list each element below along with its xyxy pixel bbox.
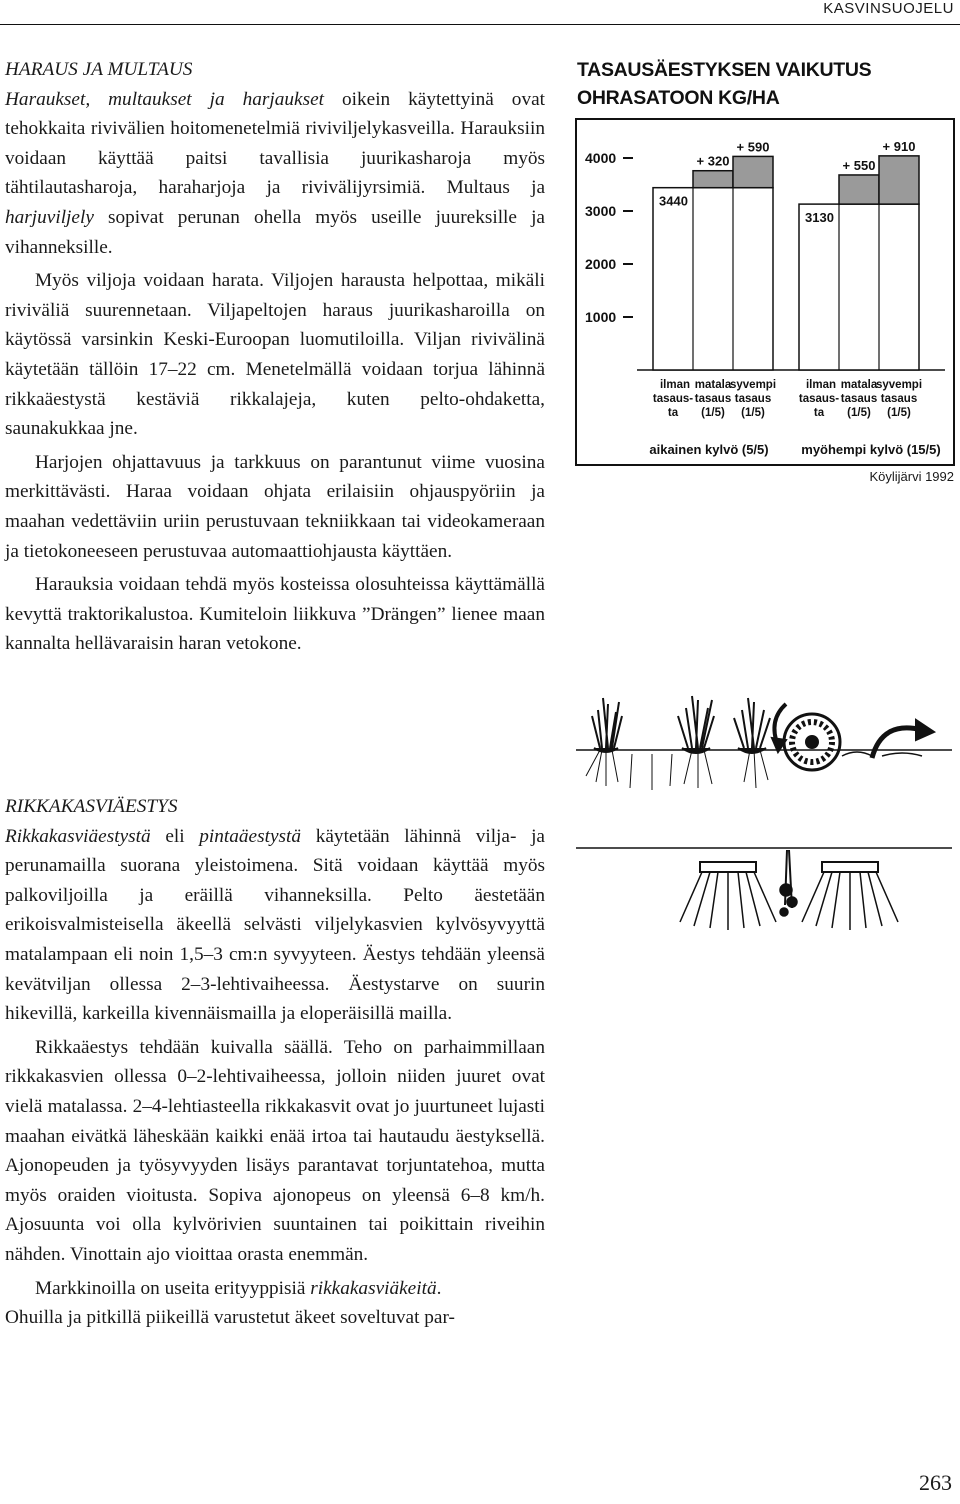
base-value-label: 3440 <box>659 193 688 209</box>
increment-label: + 550 <box>842 157 876 173</box>
bar-category-label: tasaus <box>840 393 878 405</box>
section-rikkakasviaestys <box>5 792 545 1333</box>
y-tick-label: 1000 <box>585 309 617 325</box>
chart-title-line: OHRASATOON KG/HA <box>577 87 780 109</box>
bar-category-label: syvempi <box>875 379 923 391</box>
text: käytetään lähinnä vilja- ja perunamailla suorana yleistoimena. Sitä voidaan käyttää myös palkoviljoilla ja eräillä vihanneksilla. Pelto äestetään erikoisvalmisteisella äkeellä selvästi viljelykasvien kylvösyvyyttä matalampaan eli noin 1,5–3 cm:n syvyyteen. Äestys tehdään yleensä kevätviljan ollessa 2–3-lehtivaiheessa. Äestystarve on suurin hikevillä, karkeilla kivennäismailla ja eloperäisillä mailla. <box>5 825 545 1025</box>
finger-harrow-illustration <box>576 848 952 930</box>
paragraph: Harauksia voidaan tehdä myös kosteissa olosuhteissa käyttämällä kevyttä traktorikalustoa. Kumiteloin liikkuva ”Drängen” lienee maan kannalta hellävaraisin haran vetokone. <box>5 574 545 655</box>
bar-category-label: (1/5) <box>847 407 871 419</box>
paragraph <box>5 822 545 1029</box>
bar-category-label: tasaus <box>734 393 772 405</box>
harrow-illustration <box>572 690 957 935</box>
plant-clump <box>678 696 714 753</box>
increment-label: + 590 <box>736 139 770 155</box>
bar-base <box>653 188 773 370</box>
y-tick-label: 2000 <box>585 256 617 272</box>
chart-source: Köylijärvi 1992 <box>869 469 954 484</box>
text: sopivat perunan ohella myös useille juureksille ja vihanneksille. <box>5 206 545 258</box>
paragraph: Myös viljoja voidaan harata. Viljojen harausta helpottaa, mikäli riviväliä suurennetaan. Viljapeltojen haraus juurikasharoilla on käytössä varsinkin Keski-Euroopan luomutiloilla. Viljan rivivälinä käytetään tällöin 17–22 cm. Menetelmällä voidaan torjua lähinnä rikkaäestystä kestäviä rikkalajeja, kuten pelto-ohdaketta, saunakukkaa jne. <box>5 270 545 440</box>
page-number: 263 <box>919 1470 952 1495</box>
bar-category-label: syvempi <box>729 379 777 391</box>
bar-increment <box>693 171 733 188</box>
paragraph <box>5 85 545 263</box>
section-haraus <box>5 55 545 659</box>
bar-category-label: matala <box>694 379 732 391</box>
paragraph: Harjojen ohjattavuus ja tarkkuus on parantunut viime vuosina merkittävästi. Haraa voidaan ohjata erilaisiin ohjauspyöriin ja maahan vedettäviin uriin perustuvaan tekniikkaan tai videokameraan ja tietokoneeseen perustuvaa automaattiohjausta käyttäen. <box>5 451 545 562</box>
bar-category-label: (1/5) <box>741 407 765 419</box>
chart-title <box>577 56 957 112</box>
bar-category-label: matala <box>840 379 878 391</box>
y-tick-label: 3000 <box>585 203 617 219</box>
bar-category-label: tasaus- <box>652 393 694 405</box>
section-title-rikkakasviaestys: RIKKAKASVIÄESTYS <box>5 796 178 817</box>
section-title-haraus: HARAUS JA MULTAUS <box>5 59 193 80</box>
bar-increment <box>733 156 773 187</box>
italic-term: Haraukset, multaukset ja harjaukset <box>5 88 325 110</box>
paragraph <box>5 1274 545 1304</box>
base-value-label: 3130 <box>805 210 834 226</box>
increment-label: + 320 <box>696 153 730 169</box>
bar-category-label: ilman <box>659 379 691 391</box>
paragraph: Ohuilla ja pitkillä piikeillä varustetut äkeet soveltuvat par- <box>5 1307 455 1329</box>
rotary-brush-illustration <box>576 696 952 790</box>
bar-increment <box>839 175 879 204</box>
plant-clump <box>734 698 770 753</box>
bar-category-label: tasaus <box>694 393 732 405</box>
chart-title-line: TASAUSÄESTYKSEN VAIKUTUS <box>577 59 872 81</box>
running-header: KASVINSUOJELU <box>823 0 954 17</box>
group-label: myöhempi kylvö (15/5) <box>801 442 941 457</box>
bar-category-label: ta <box>813 407 825 419</box>
bar-category-label: tasaus- <box>798 393 840 405</box>
bar-category-label: tasaus <box>880 393 918 405</box>
roots <box>586 750 768 790</box>
y-tick-label: 4000 <box>585 150 617 166</box>
bar-category-label: ilman <box>805 379 837 391</box>
text: oikein käytettyinä ovat tehokkaita rivivälien hoitomenetelmiä riviviljelykasveilla. Harauksiin voidaan käyttää paitsi tavallisia juurikasharoja myös tähtilautasharoja, haraharjoja ja rivivälijyrsimiä. Multaus ja <box>5 88 545 199</box>
bar-category-label: (1/5) <box>887 407 911 419</box>
italic-term: pintaäestystä <box>199 825 302 847</box>
yield-bar-chart <box>575 118 955 466</box>
group-label: aikainen kylvö (5/5) <box>649 442 769 457</box>
bar-category-label: ta <box>667 407 679 419</box>
seedling <box>780 850 797 916</box>
increment-label: + 910 <box>882 138 916 154</box>
text: . <box>436 1277 442 1299</box>
text: eli <box>150 825 200 847</box>
bar-increment <box>879 156 919 204</box>
italic-term: Rikkakasviäestystä <box>5 825 151 847</box>
plant-clump <box>592 698 622 752</box>
text: Markkinoilla on useita erityyppisiä <box>35 1277 311 1299</box>
italic-term: harjuviljely <box>5 206 94 228</box>
paragraph: Rikkaäestys tehdään kuivalla säällä. Teho on parhaimmillaan rikkakasvien ollessa 0–2-lehtivaiheessa, jolloin niiden juuret ovat vielä matalassa. 2–4-lehtiasteella rikkakasvit ovat jo juurtuneet lujasti maahan eivätkä läheskään kaikki enää irtoa tai hautaudu äestyksellä. Ajonopeuden ja työsyvyyden lisäys parantavat torjuntatehoa, mutta myös oraiden vioitusta. Sopiva ajonopeus on yleensä 6–8 km/h. Ajosuunta voi olla kylvörivien suuntainen tai poikittain riveihin nähden. Vinottain ajo vioittaa orasta enemmän. <box>5 1036 545 1265</box>
bar-category-label: (1/5) <box>701 407 725 419</box>
header-rule <box>0 24 960 25</box>
bar-base <box>799 204 919 370</box>
italic-term: rikkakasviäkeitä <box>310 1277 437 1299</box>
